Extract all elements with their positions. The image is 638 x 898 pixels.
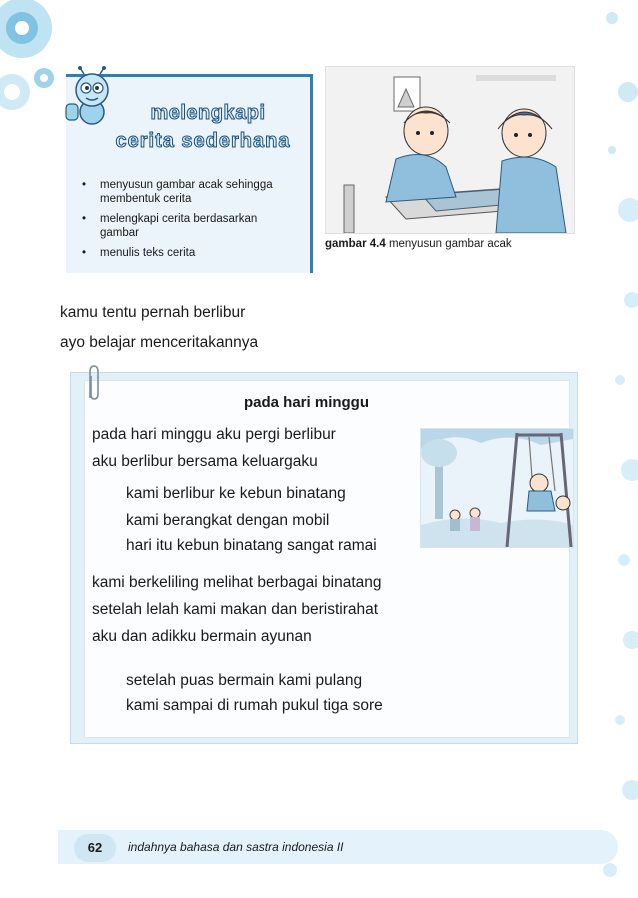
book-title: indahnya bahasa dan sastra indonesia II	[128, 840, 344, 854]
objective-item	[80, 246, 300, 260]
illustration-swing	[420, 428, 574, 548]
objective-item	[80, 212, 300, 240]
objective-text: melengkapi cerita berdasarkan	[100, 213, 258, 225]
intro-line-1: kamu tentu pernah berlibur	[60, 304, 246, 321]
figure-caption	[325, 238, 512, 250]
story-line: kami berkeliling melihat berbagai binatang	[92, 574, 382, 591]
page-number: 62	[74, 834, 116, 862]
story-line: setelah lelah kami makan dan beristirahat	[92, 601, 379, 618]
objectives-title-line1: melengkapi	[150, 102, 266, 124]
story-line: aku dan adikku bermain ayunan	[92, 628, 312, 645]
story-line: setelah puas bermain kami pulang	[126, 672, 363, 689]
figure-label: gambar 4.4	[325, 238, 386, 250]
bullet: •	[82, 213, 87, 225]
bullet: •	[82, 179, 87, 191]
illustration-children-puzzle	[325, 66, 575, 234]
objective-text: membentuk cerita	[100, 193, 192, 205]
intro-line-2: ayo belajar menceritakannya	[60, 334, 259, 351]
story-title: pada hari minggu	[244, 394, 370, 411]
objective-item	[80, 178, 300, 206]
story-line: kami berangkat dengan mobil	[126, 512, 330, 529]
objective-text: gambar	[100, 227, 139, 239]
story-line: kami sampai di rumah pukul tiga sore	[126, 697, 383, 714]
story-line: hari itu kebun binatang sangat ramai	[126, 537, 377, 554]
story-line: kami berlibur ke kebun binatang	[126, 485, 346, 502]
objectives-title-line2: cerita sederhana	[115, 130, 291, 152]
objectives-list	[80, 178, 300, 266]
story-line: pada hari minggu aku pergi berlibur	[92, 426, 336, 443]
paperclip-icon	[86, 364, 100, 402]
objective-text: menulis teks cerita	[100, 247, 196, 259]
bullet: •	[82, 247, 87, 259]
story-line: aku berlibur bersama keluargaku	[92, 453, 318, 470]
figure-caption-text: menyusun gambar acak	[388, 238, 512, 250]
objective-text: menyusun gambar acak sehingga	[100, 179, 273, 191]
